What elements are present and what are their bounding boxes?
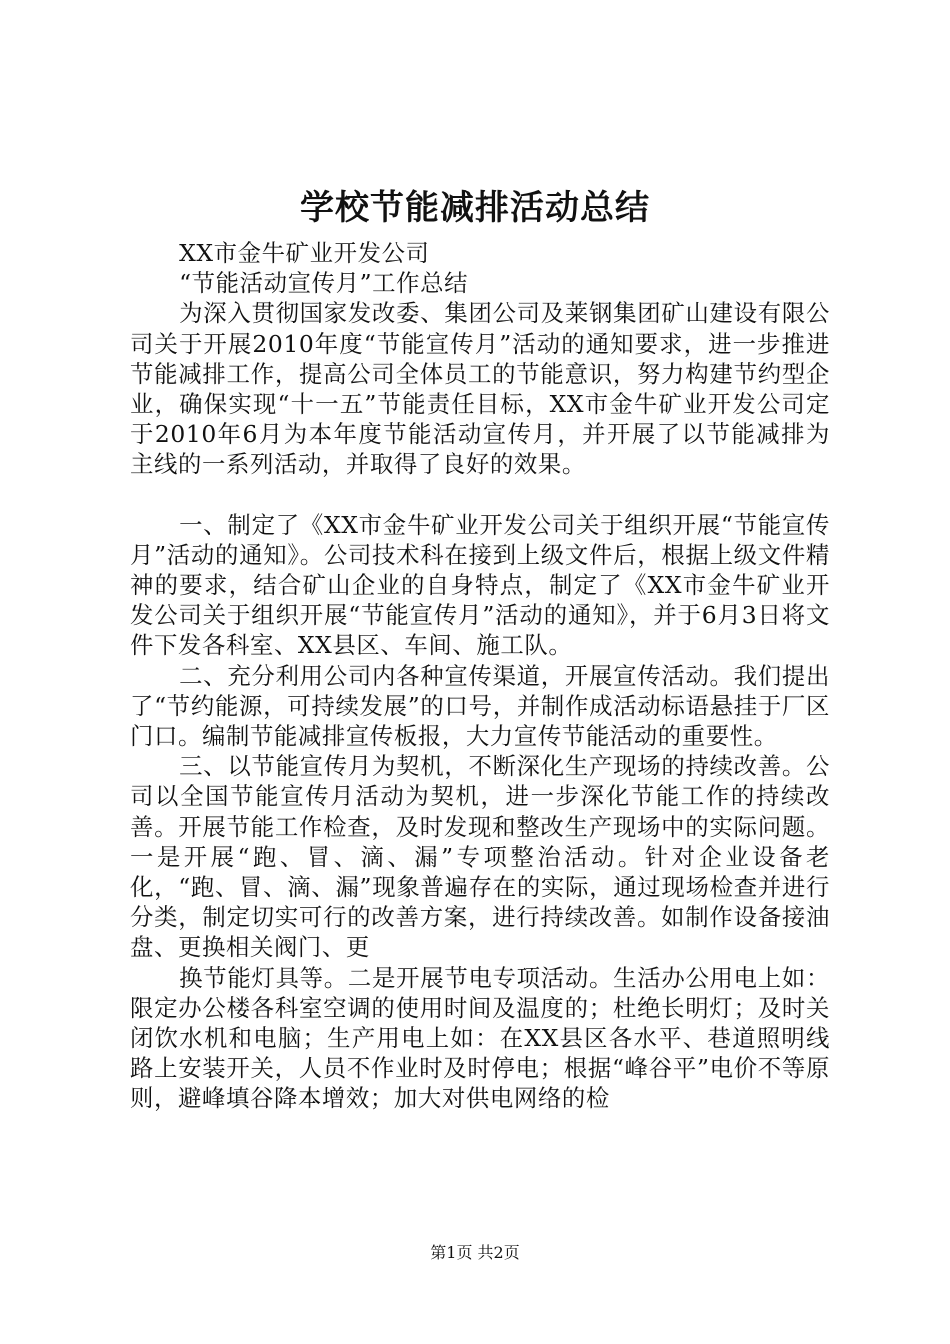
intro-paragraph: 为深入贯彻国家发改委、集团公司及莱钢集团矿山建设有限公司关于开展2010年度“节能宣传月”活动的通知要求，进一步推进节能减排工作，提高公司全体员工的节能意识，努力构建节约型企业，确保实现“十一五”节能责任目标，XX市金牛矿业开发公司定于2010年6月为本年度节能活动宣传月，并开展了以节能减排为主线的一系列活动，并取得了良好的效果。 [130, 299, 830, 479]
section-2-paragraph: 二、充分利用公司内各种宣传渠道，开展宣传活动。我们提出了“节约能源，可持续发展”的口号，并制作成活动标语悬挂于厂区门口。编制节能减排宣传板报，大力宣传节能活动的重要性。 [130, 661, 830, 751]
document-body [130, 238, 830, 1114]
continuation-paragraph: 换节能灯具等。二是开展节电专项活动。生活办公用电上如：限定办公楼各科室空调的使用时间及温度的；杜绝长明灯；及时关闭饮水机和电脑；生产用电上如：在XX县区各水平、巷道照明线路上安装开关，人员不作业时及时停电；根据“峰谷平”电价不等原则，避峰填谷降本增效；加大对供电网络的检 [130, 963, 830, 1113]
subtitle-line: “节能活动宣传月”工作总结 [179, 269, 469, 298]
section-3-paragraph: 三、以节能宣传月为契机，不断深化生产现场的持续改善。公司以全国节能宣传月活动为契机，进一步深化节能工作的持续改善。开展节能工作检查，及时发现和整改生产现场中的实际问题。一是开展“跑、冒、滴、漏”专项整治活动。针对企业设备老化，“跑、冒、滴、漏”现象普遍存在的实际，通过现场检查并进行分类，制定切实可行的改善方案，进行持续改善。如制作设备接油盘、更换相关阀门、更 [130, 752, 830, 962]
page-footer: 第1页 共2页 [430, 1243, 520, 1262]
document-title: 学校节能减排活动总结 [300, 188, 650, 228]
section-1-paragraph: 一、制定了《XX市金牛矿业开发公司关于组织开展“节能宣传月”活动的通知》。公司技术科在接到上级文件后，根据上级文件精神的要求，结合矿山企业的自身特点，制定了《XX市金牛矿业开发公司关于组织开展“节能宣传月”活动的通知》，并于6月3日将文件下发各科室、XX县区、车间、施工队。 [130, 510, 830, 660]
company-name-line: XX市金牛矿业开发公司 [179, 239, 430, 267]
